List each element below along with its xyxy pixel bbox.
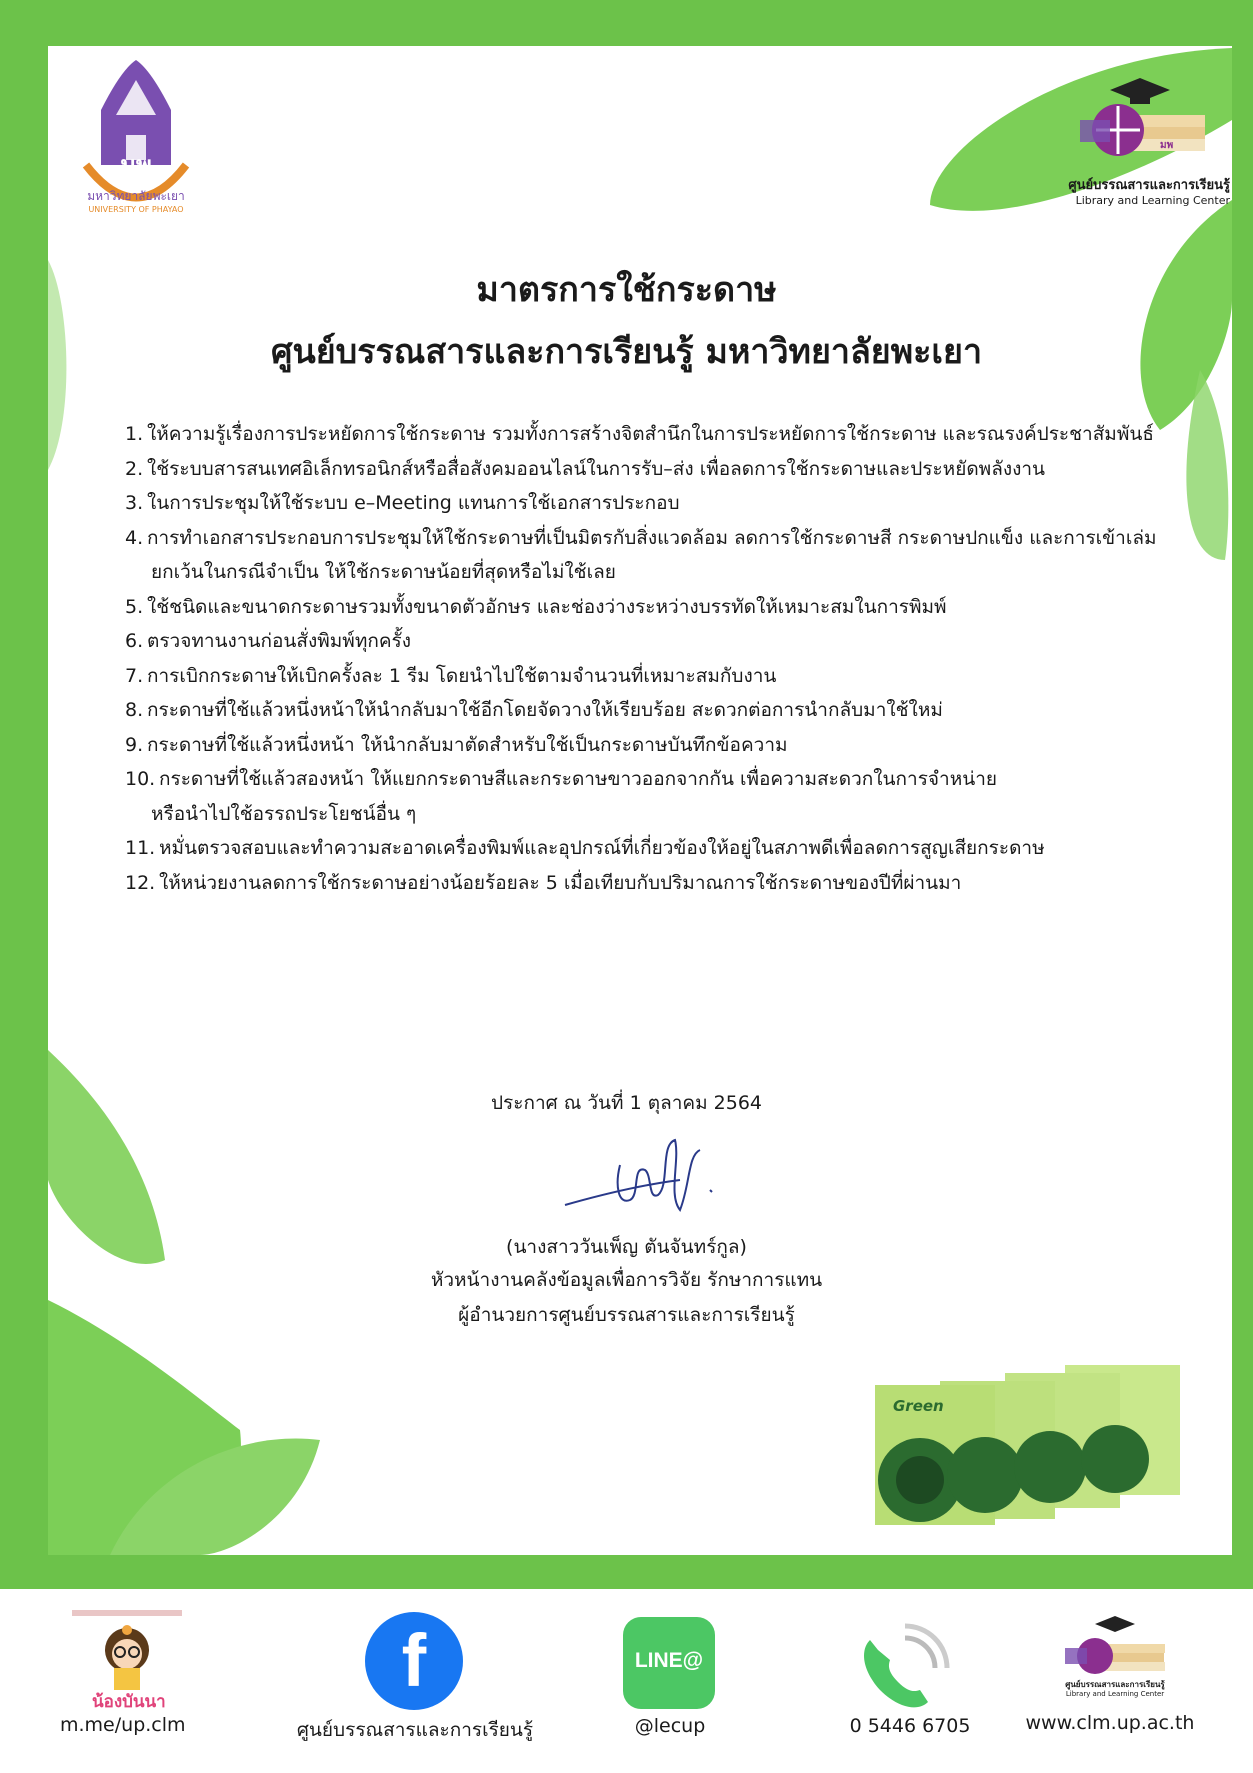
signer-position: หัวหน้างานคลังข้อมูลเพื่อการวิจัย รักษาการแทน bbox=[430, 1269, 823, 1291]
announcement-date: ประกาศ ณ วันที่ 1 ตุลาคม 2564 bbox=[490, 1092, 763, 1114]
university-logo-mark: มพ bbox=[120, 151, 152, 179]
list-item bbox=[125, 624, 1165, 659]
item-text-continued: ยกเว้นในกรณีจำเป็น ให้ใช้กระดาษน้อยที่สุดหรือไม่ใช้เลย bbox=[151, 561, 616, 583]
green-paper-product-image bbox=[875, 1355, 1185, 1525]
item-number: 10. bbox=[125, 768, 156, 790]
list-item bbox=[125, 659, 1165, 694]
item-number: 5. bbox=[125, 595, 144, 618]
item-text: การทำเอกสารประกอบการประชุมให้ใช้กระดาษที่เป็นมิตรกับสิ่งแวดล้อม ลดการใช้กระดาษสี กระดาษปกแข็ง และการเข้าเล่ม bbox=[147, 526, 1157, 549]
list-item bbox=[125, 590, 1165, 625]
signer-position-2: ผู้อำนวยการศูนย์บรรณสารและการเรียนรู้ bbox=[458, 1304, 795, 1326]
signature-mark-icon bbox=[560, 1125, 730, 1225]
facebook-icon[interactable] bbox=[365, 1612, 463, 1710]
item-text: ตรวจทานงานก่อนสั่งพิมพ์ทุกครั้ง bbox=[147, 630, 412, 652]
line-badge-text: LINE@ bbox=[634, 1649, 704, 1672]
messenger-link[interactable]: m.me/up.clm bbox=[60, 1714, 186, 1736]
item-number: 4. bbox=[125, 526, 144, 549]
list-item bbox=[125, 728, 1165, 763]
item-text: กระดาษที่ใช้แล้วหนึ่งหน้าให้นำกลับมาใช้อีกโดยจัดวางให้เรียบร้อย สะดวกต่อการนำกลับมาใช้ใหม่ bbox=[147, 699, 943, 721]
list-item bbox=[125, 521, 1165, 556]
item-text: ใช้ระบบสารสนเทศอิเล็กทรอนิกส์หรือสื่อสังคมออนไลน์ในการรับ–ส่ง เพื่อลดการใช้กระดาษและประหยัดพลังงาน bbox=[147, 457, 1046, 480]
website-link[interactable]: www.clm.up.ac.th bbox=[1025, 1712, 1195, 1734]
document-subtitle: ศูนย์บรรณสารและการเรียนรู้ มหาวิทยาลัยพะเยา bbox=[270, 332, 983, 372]
item-number: 1. bbox=[125, 423, 144, 445]
item-number: 7. bbox=[125, 664, 144, 687]
center-logo-footer bbox=[1050, 1612, 1180, 1702]
item-number: 8. bbox=[125, 699, 144, 721]
facebook-glyph: f bbox=[401, 1619, 427, 1702]
phone-icon[interactable] bbox=[850, 1620, 960, 1715]
item-number: 3. bbox=[125, 492, 144, 514]
list-item-continuation bbox=[125, 555, 1165, 590]
item-text: กระดาษที่ใช้แล้วสองหน้า ให้แยกกระดาษสีและกระดาษขาวออกจากกัน เพื่อความสะดวกในการจำหน่าย bbox=[159, 768, 998, 790]
mascot-image bbox=[72, 1608, 192, 1718]
item-number: 11. bbox=[125, 837, 156, 859]
measures-list bbox=[125, 417, 1165, 900]
university-logo-subtext: UNIVERSITY OF PHAYAO bbox=[88, 205, 184, 214]
center-logo bbox=[1050, 70, 1230, 210]
phone-number[interactable]: 0 5446 6705 bbox=[849, 1715, 971, 1737]
list-item bbox=[125, 417, 1165, 452]
item-text: ในการประชุมให้ใช้ระบบ e–Meeting แทนการใช้เอกสารประกอบ bbox=[147, 492, 680, 514]
mascot-name: น้องบันนา bbox=[92, 1692, 166, 1712]
document-title: มาตรการใช้กระดาษ bbox=[476, 270, 777, 310]
item-text: ให้ความรู้เรื่องการประหยัดการใช้กระดาษ รวมทั้งการสร้างจิตสำนึกในการประหยัดการใช้กระดาษ และรณรงค์ประชาสัมพันธ์ bbox=[147, 423, 1154, 445]
list-item bbox=[125, 831, 1165, 866]
list-item bbox=[125, 452, 1165, 487]
graduation-books-icon bbox=[1070, 70, 1210, 170]
paper-brand-label: Green bbox=[893, 1397, 944, 1415]
item-number: 6. bbox=[125, 630, 144, 652]
list-item bbox=[125, 486, 1165, 521]
list-item-continuation bbox=[125, 797, 1165, 832]
center-logo-name-en: Library and Learning Center bbox=[1075, 194, 1230, 207]
facebook-page-label[interactable]: ศูนย์บรรณสารและการเรียนรู้ bbox=[296, 1719, 534, 1741]
item-text: ใช้ชนิดและขนาดกระดาษรวมทั้งขนาดตัวอักษร และช่องว่างระหว่างบรรทัดให้เหมาะสมในการพิมพ์ bbox=[147, 595, 947, 618]
graduation-books-small-icon bbox=[1060, 1612, 1170, 1682]
line-id-label[interactable]: @lecup bbox=[634, 1715, 706, 1737]
item-text: การเบิกกระดาษให้เบิกครั้งละ 1 รีม โดยนำไปใช้ตามจำนวนที่เหมาะสมกับงาน bbox=[147, 664, 777, 687]
university-logo-text: มหาวิทยาลัยพะเยา bbox=[87, 189, 185, 203]
item-text-continued: หรือนำไปใช้อรรถประโยชน์อื่น ๆ bbox=[151, 802, 417, 825]
item-text: หมั่นตรวจสอบและทำความสะอาดเครื่องพิมพ์และอุปกรณ์ที่เกี่ยวข้องให้อยู่ในสภาพดีเพื่อลดการสูญเสียกระดาษ bbox=[159, 837, 1045, 859]
center-logo-name-th: ศูนย์บรรณสารและการเรียนรู้ bbox=[1068, 178, 1230, 193]
center-logo-footer-en: Library and Learning Center bbox=[1065, 1690, 1165, 1698]
signer-name: (นางสาววันเพ็ญ ตันจันทร์กูล) bbox=[506, 1236, 747, 1258]
item-number: 2. bbox=[125, 457, 144, 480]
list-item bbox=[125, 693, 1165, 728]
item-number: 12. bbox=[125, 871, 156, 894]
university-logo bbox=[66, 55, 206, 225]
list-item bbox=[125, 866, 1165, 901]
mascot-icon bbox=[72, 1608, 182, 1698]
list-item bbox=[125, 762, 1165, 797]
item-number: 9. bbox=[125, 733, 144, 756]
line-icon[interactable] bbox=[623, 1617, 715, 1709]
item-text: ให้หน่วยงานลดการใช้กระดาษอย่างน้อยร้อยละ 5 เมื่อเทียบกับปริมาณการใช้กระดาษของปีที่ผ่านมา bbox=[159, 871, 962, 894]
center-logo-footer-th: ศูนย์บรรณสารและการเรียนรู้ bbox=[1065, 1680, 1165, 1689]
paper-ream-icon bbox=[875, 1355, 1185, 1525]
center-logo-mark: มพ bbox=[1160, 140, 1174, 151]
item-text: กระดาษที่ใช้แล้วหนึ่งหน้า ให้นำกลับมาตัดสำหรับใช้เป็นกระดาษบันทึกข้อความ bbox=[147, 733, 788, 756]
